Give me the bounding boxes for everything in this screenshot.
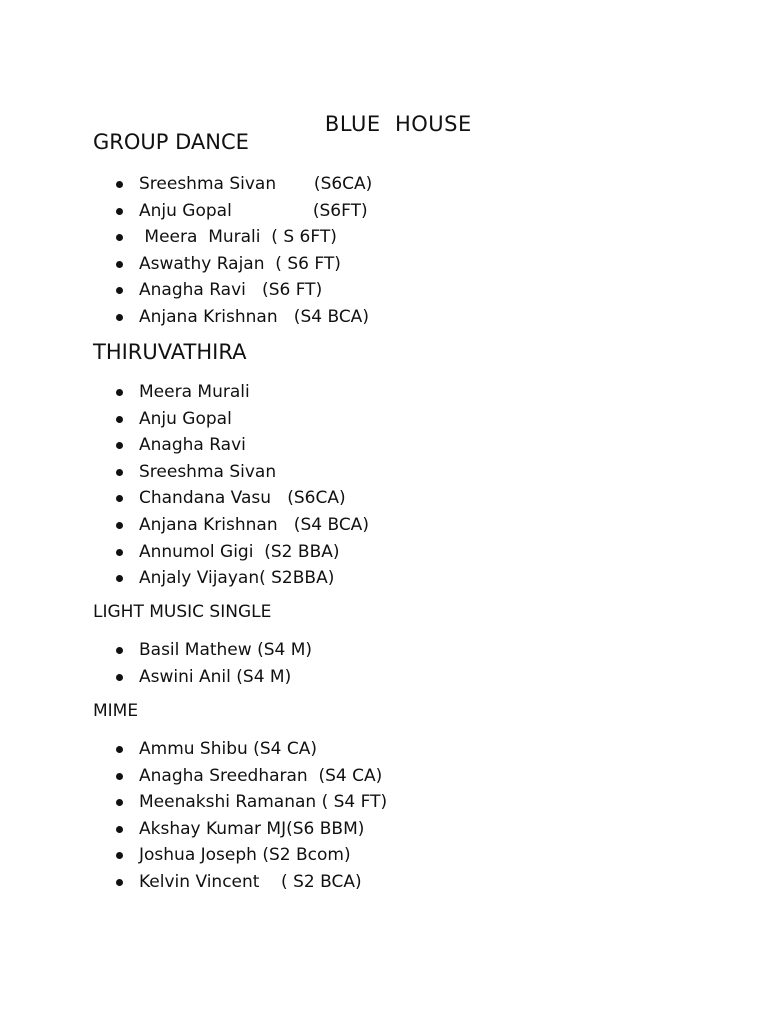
participant-entry: Anagha Ravi — [139, 435, 246, 456]
participant-entry: Joshua Joseph (S2 Bcom) — [139, 845, 351, 866]
bullet-icon — [116, 879, 123, 886]
participant-entry: Ammu Shibu (S4 CA) — [139, 739, 317, 759]
bullet-icon — [116, 799, 123, 806]
bullet-icon — [116, 469, 123, 476]
bullet-icon — [116, 234, 123, 241]
participant-entry: Annumol Gigi (S2 BBA) — [139, 541, 340, 562]
participant-entry: Anagha Ravi (S6 FT) — [139, 280, 323, 301]
bullet-icon — [116, 674, 123, 681]
participant-entry: Meera Murali ( S 6FT) — [139, 227, 337, 248]
section-heading-light-music-single: LIGHT MUSIC SINGLE — [93, 602, 272, 622]
bullet-icon — [116, 746, 123, 753]
participant-entry: Anjana Krishnan (S4 BCA) — [139, 514, 369, 535]
bullet-icon — [116, 852, 123, 859]
section-heading-mime: MIME — [93, 701, 139, 721]
bullet-icon — [116, 416, 123, 423]
bullet-icon — [116, 314, 123, 321]
bullet-icon — [116, 261, 123, 268]
bullet-icon — [116, 495, 123, 502]
bullet-icon — [116, 442, 123, 449]
participant-entry: Anjana Krishnan (S4 BCA) — [139, 306, 369, 327]
participant-entry: Meera Murali — [139, 382, 250, 402]
bullet-icon — [116, 773, 123, 780]
bullet-icon — [116, 575, 123, 582]
bullet-icon — [116, 389, 123, 396]
participant-entry: Aswini Anil (S4 M) — [139, 666, 292, 687]
participant-entry: Anagha Sreedharan (S4 CA) — [139, 765, 383, 786]
bullet-icon — [116, 181, 123, 188]
section-heading-group-dance: GROUP DANCE — [93, 130, 249, 154]
bullet-icon — [116, 549, 123, 556]
participant-entry: Chandana Vasu (S6CA) — [139, 488, 346, 509]
participant-entry: Anjaly Vijayan( S2BBA) — [139, 568, 335, 589]
participant-entry: Sreeshma Sivan — [139, 461, 277, 482]
participant-entry: Anju Gopal — [139, 408, 232, 429]
participant-entry: Anju Gopal (S6FT) — [139, 200, 368, 221]
bullet-icon — [116, 522, 123, 529]
bullet-icon — [116, 287, 123, 294]
participant-entry: Kelvin Vincent ( S2 BCA) — [139, 871, 362, 892]
bullet-icon — [116, 647, 123, 654]
bullet-icon — [116, 826, 123, 833]
participant-entry: Sreeshma Sivan (S6CA) — [139, 174, 373, 194]
bullet-icon — [116, 208, 123, 215]
participant-entry: Basil Mathew (S4 M) — [139, 640, 313, 660]
document-title-text: BLUE HOUSE — [324, 112, 472, 136]
participant-entry: Aswathy Rajan ( S6 FT) — [139, 253, 341, 274]
participant-entry: Akshay Kumar MJ(S6 BBM) — [139, 818, 365, 839]
section-heading-thiruvathira: THIRUVATHIRA — [93, 340, 247, 364]
participant-entry: Meenakshi Ramanan ( S4 FT) — [139, 792, 388, 813]
